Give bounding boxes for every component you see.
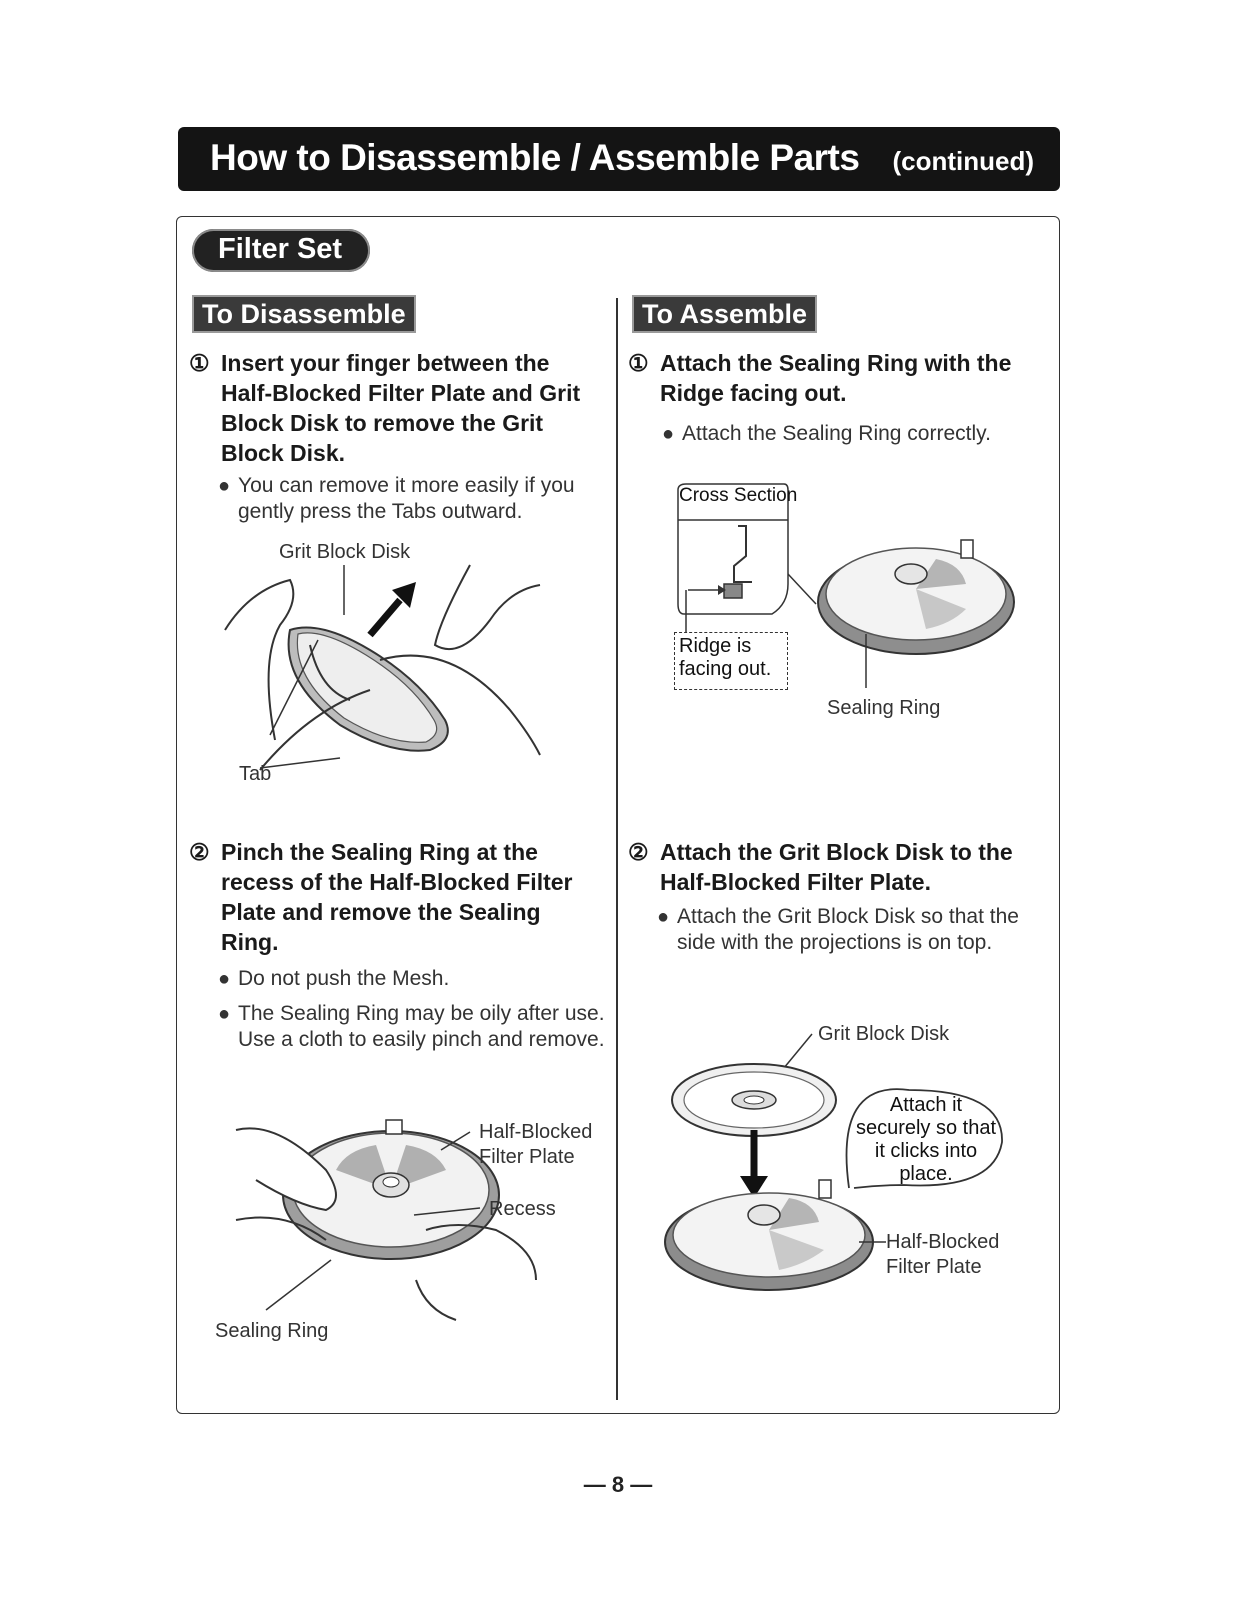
- disassemble-step-1-note: [218, 473, 598, 525]
- page-title: How to Disassemble / Assemble Parts: [210, 137, 860, 178]
- step-text: Attach the Grit Block Disk to the Half-Blocked Filter Plate.: [660, 839, 1013, 895]
- assemble-step-2: [628, 837, 1040, 897]
- dash-left: —: [583, 1472, 612, 1497]
- bullet-icon: ●: [218, 475, 231, 497]
- assemble-step-2-note: [657, 904, 1027, 956]
- label-sealing-ring-assemble: Sealing Ring: [827, 697, 941, 719]
- disassemble-step-1: [189, 348, 601, 468]
- step-number: ②: [189, 839, 210, 865]
- page-number: [0, 1472, 1236, 1498]
- header-bar: [178, 127, 1060, 191]
- label-grit-block-disk-assemble: Grit Block Disk: [818, 1023, 950, 1045]
- label-recess: Recess: [489, 1198, 556, 1220]
- note-text: Attach the Grit Block Disk so that the side with the projections is on top.: [677, 905, 1019, 954]
- step-number: ①: [189, 350, 210, 376]
- step-text: Attach the Sealing Ring with the Ridge facing out.: [660, 350, 1012, 406]
- label-sealing-ring: Sealing Ring: [215, 1320, 329, 1342]
- label-half-blocked-plate-assemble: Half-Blocked Filter Plate: [886, 1231, 1000, 1278]
- note-text: You can remove it more easily if you gently press the Tabs outward.: [238, 474, 575, 523]
- bullet-icon: ●: [662, 423, 675, 445]
- step-number: ①: [628, 350, 649, 376]
- disassemble-step-2-note-1: [218, 966, 598, 992]
- section-title: Filter Set: [218, 233, 343, 265]
- note-text: The Sealing Ring may be oily after use. Use a cloth to easily pinch and remove.: [238, 1002, 605, 1051]
- page-subtitle: (continued): [892, 146, 1034, 176]
- step-text: Pinch the Sealing Ring at the recess of the Half-Blocked Filter Plate and remove the Sealing Ring.: [221, 839, 573, 955]
- page-number-value: 8: [611, 1472, 625, 1497]
- assemble-step-1: [628, 348, 1040, 408]
- bullet-icon: ●: [218, 1003, 231, 1025]
- assemble-label: To Assemble: [632, 295, 817, 333]
- bullet-icon: ●: [218, 968, 231, 990]
- callout-bubble: Attach it securely so that it clicks into place.: [855, 1094, 997, 1185]
- bullet-icon: ●: [657, 906, 670, 928]
- assemble-step-1-note: [662, 421, 1042, 447]
- dash-right: —: [624, 1472, 653, 1497]
- assemble-ring-illustration: [676, 484, 1016, 654]
- disassemble-label: To Disassemble: [192, 295, 416, 333]
- label-cross-section: Cross Section: [679, 485, 798, 506]
- note-text: Do not push the Mesh.: [238, 967, 450, 990]
- step-text: Insert your finger between the Half-Blocked Filter Plate and Grit Block Disk to remove the Grit Block Disk.: [221, 350, 581, 466]
- section-title-pill: [192, 229, 370, 272]
- label-ridge-facing-out: Ridge is facing out.: [674, 632, 788, 690]
- note-text: Attach the Sealing Ring correctly.: [682, 422, 991, 445]
- disassemble-disk-illustration: [220, 560, 560, 780]
- column-divider: [616, 298, 618, 1400]
- step-number: ②: [628, 839, 649, 865]
- label-tab: Tab: [239, 763, 272, 785]
- disassemble-step-2-note-2: [218, 1001, 608, 1053]
- disassemble-step-2: [189, 837, 601, 957]
- label-grit-block-disk: Grit Block Disk: [279, 541, 411, 563]
- label-half-blocked-plate: Half-Blocked Filter Plate: [479, 1121, 593, 1168]
